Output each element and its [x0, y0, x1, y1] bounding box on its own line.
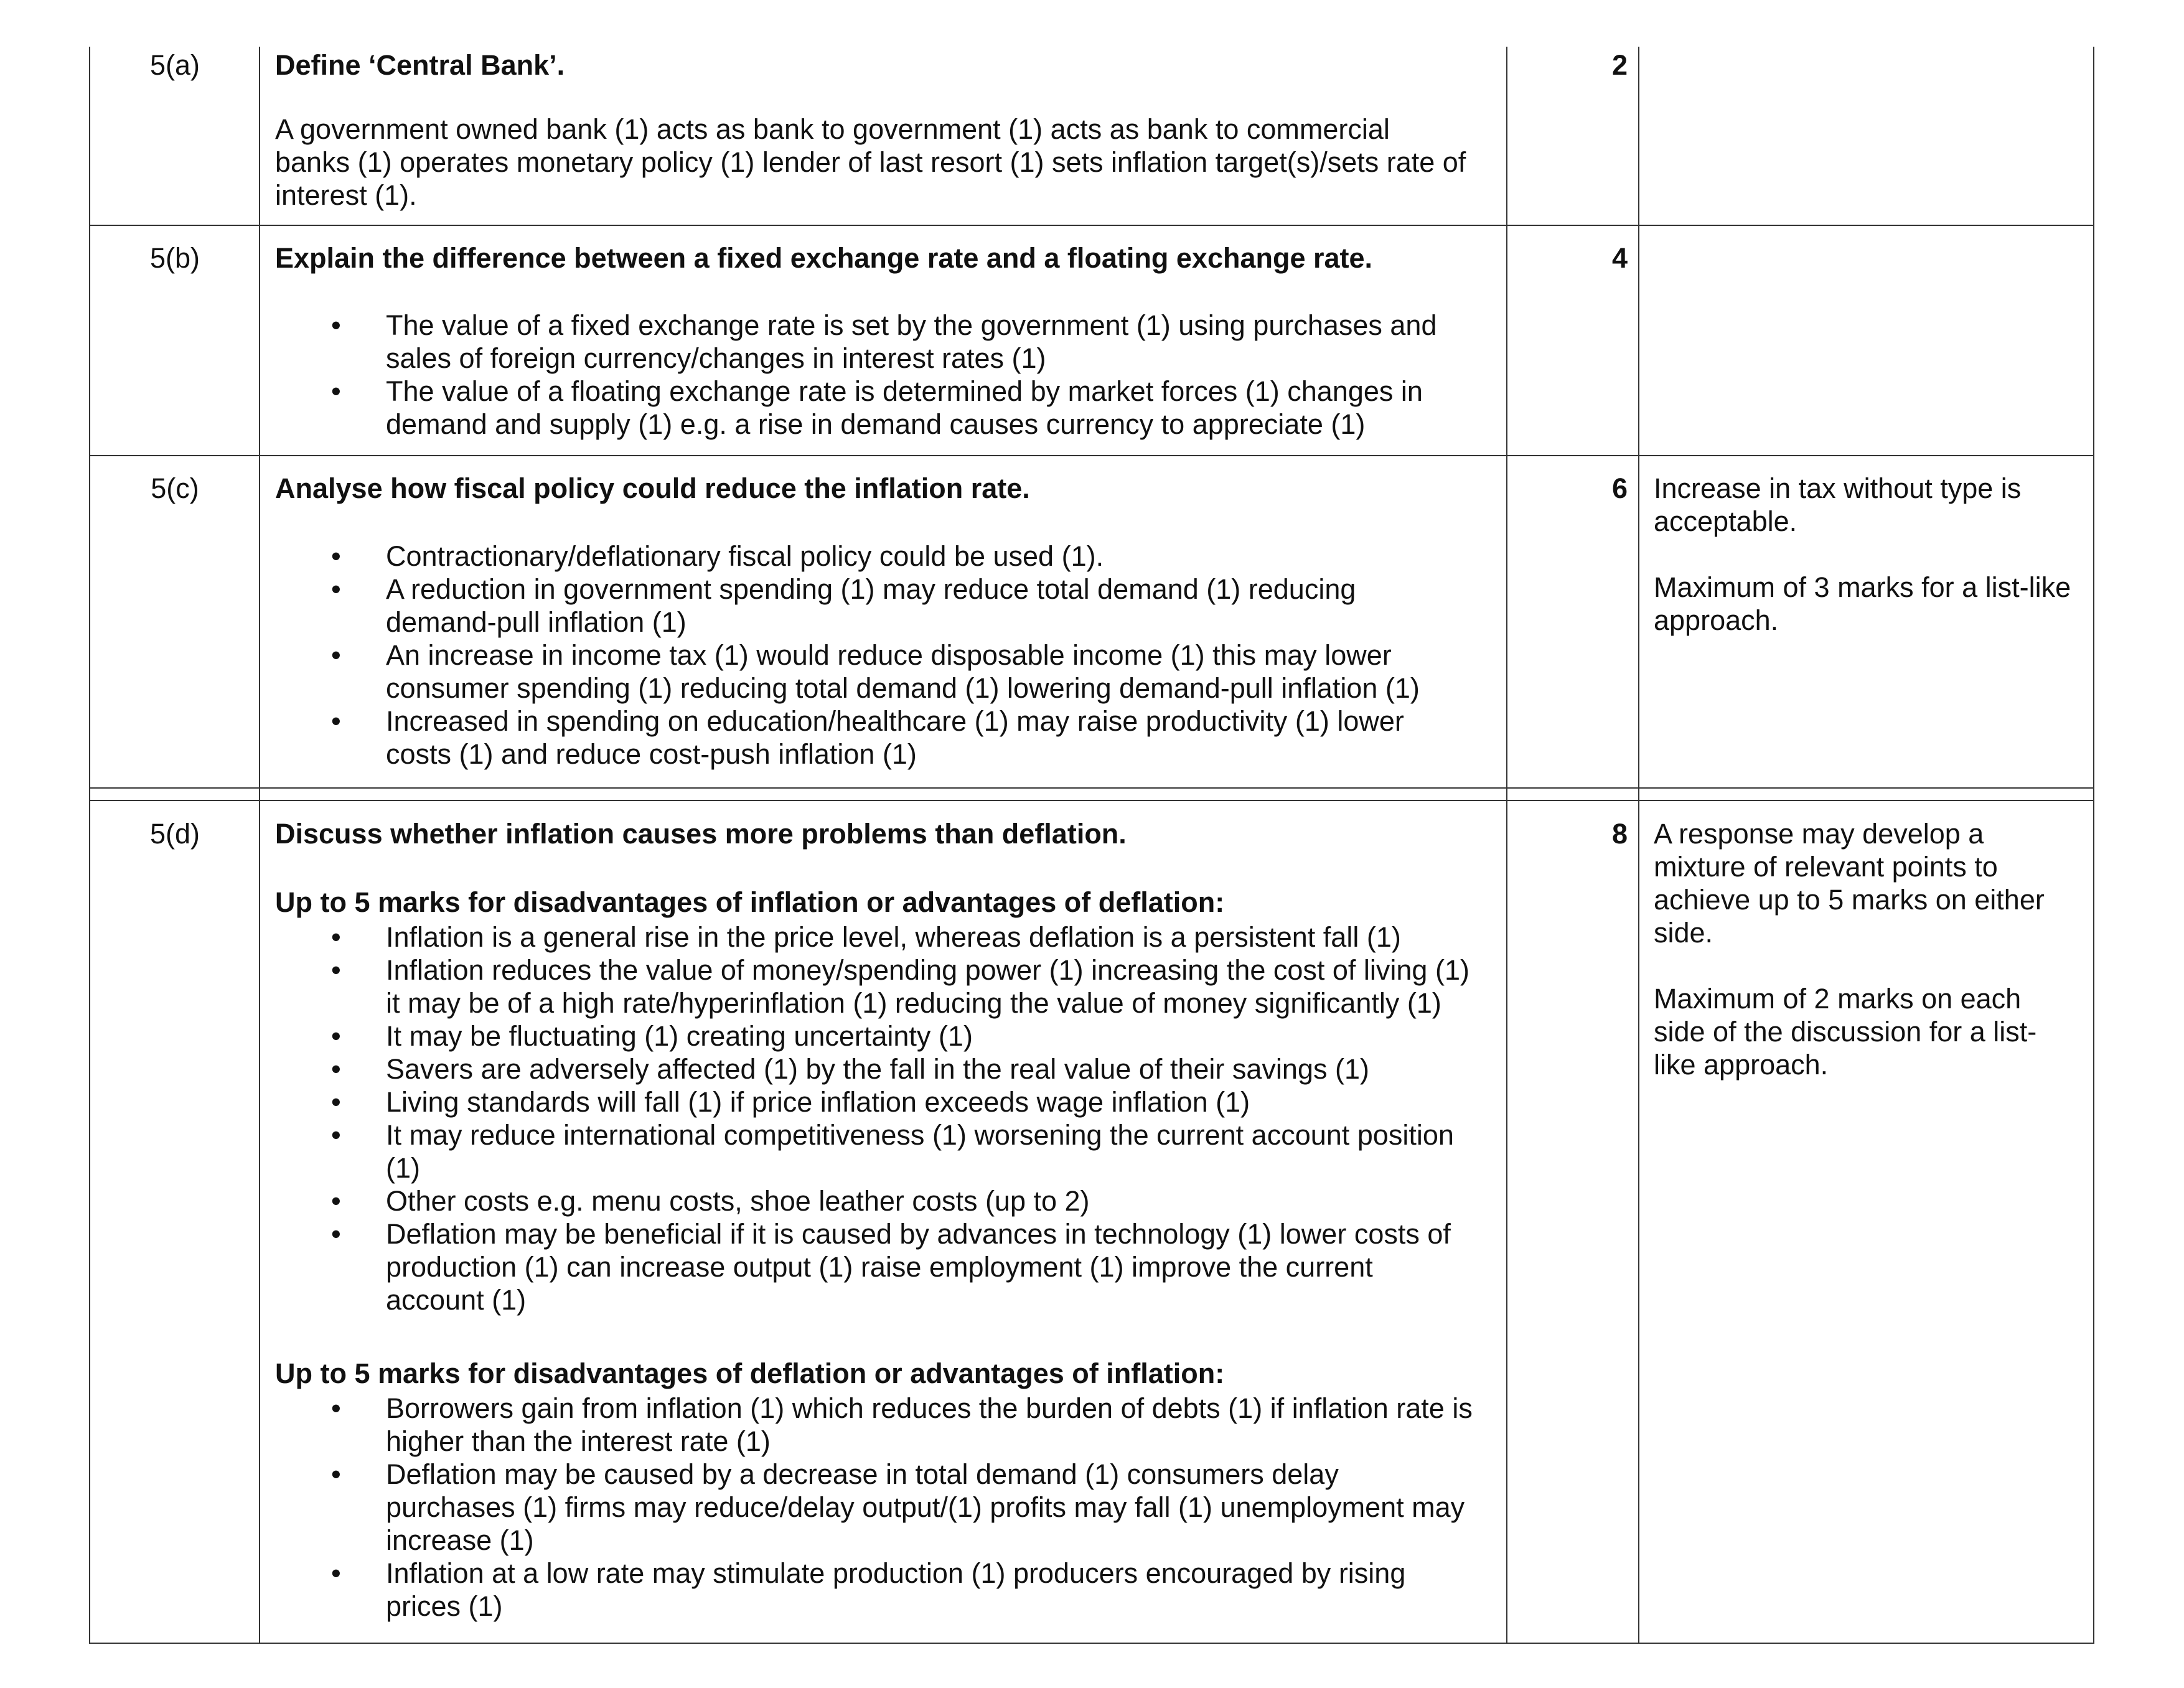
column-divider-marks [1506, 47, 1507, 1644]
question-number: 5(a) [149, 49, 200, 81]
answer-bullet: • Savers are adversely affected (1) by the fall in the real value of their savings (1) [275, 1053, 1469, 1085]
section-subheading: Up to 5 marks for disadvantages of inflation or advantages of deflation: [275, 886, 1225, 918]
section-subheading: Up to 5 marks for disadvantages of deflation or advantages of inflation: [275, 1357, 1225, 1389]
answer-bullet: • A reduction in government spending (1) may reduce total demand (1) reducing demand-pull inflation (1) [275, 573, 1420, 639]
table-border-bottom [89, 1643, 2094, 1644]
question-number: 5(b) [149, 242, 200, 274]
answer-bullet: • Contractionary/deflationary fiscal policy could be used (1). [275, 540, 1420, 573]
answer-bullet: • Living standards will fall (1) if price inflation exceeds wage inflation (1) [275, 1085, 1469, 1118]
answer-bullet-list [275, 309, 1437, 441]
marks-value: 6 [1611, 472, 1628, 504]
answer-bullet: • Deflation may be caused by a decrease in total demand (1) consumers delay purchases (1) firms may reduce/delay output/(1) profits may fall (1) unemployment may increase (1) [275, 1458, 1473, 1557]
answer-text: interest (1). [275, 179, 417, 211]
question-text: Explain the difference between a fixed exchange rate and a floating exchange rate. [275, 242, 1373, 274]
answer-bullet-list [275, 921, 1469, 1316]
table-border-left [89, 47, 90, 1644]
answer-bullet: • The value of a fixed exchange rate is set by the government (1) using purchases and sales of foreign currency/changes in interest rates (1) [275, 309, 1437, 375]
column-divider-question [259, 47, 260, 1644]
guidance-text: Increase in tax without type is acceptable. Maximum of 3 marks for a list-like approach. [1654, 472, 2071, 636]
answer-bullet: • Inflation reduces the value of money/spending power (1) increasing the cost of living (1) it may be of a high rate/hyperinflation (1) reducing the value of money significantly (1) [275, 954, 1469, 1020]
marks-value: 8 [1611, 818, 1628, 850]
answer-bullet-list [275, 1392, 1473, 1623]
page-break-line [89, 800, 2094, 801]
answer-bullet: • Increased in spending on education/healthcare (1) may raise productivity (1) lower costs (1) and reduce cost-push inflation (1) [275, 705, 1420, 771]
question-number: 5(d) [149, 818, 200, 850]
marks-value: 4 [1611, 242, 1628, 274]
answer-bullet-list [275, 540, 1420, 771]
answer-bullet: • Inflation is a general rise in the price level, whereas deflation is a persistent fall (1) [275, 921, 1469, 954]
question-text: Discuss whether inflation causes more problems than deflation. [275, 818, 1127, 850]
question-number: 5(c) [151, 472, 199, 504]
column-divider-guidance [1638, 47, 1639, 1644]
answer-text: banks (1) operates monetary policy (1) lender of last resort (1) sets inflation target(s)/sets rate of [275, 146, 1466, 178]
answer-bullet: • Other costs e.g. menu costs, shoe leather costs (up to 2) [275, 1184, 1469, 1217]
answer-bullet: • It may be fluctuating (1) creating uncertainty (1) [275, 1020, 1469, 1053]
answer-text: A government owned bank (1) acts as bank to government (1) acts as bank to commercial [275, 113, 1390, 145]
table-border-right [2093, 47, 2094, 1644]
marks-value: 2 [1611, 49, 1628, 81]
answer-bullet: • Borrowers gain from inflation (1) which reduces the burden of debts (1) if inflation rate is higher than the interest rate (1) [275, 1392, 1473, 1458]
answer-bullet: • It may reduce international competitiveness (1) worsening the current account position (1) [275, 1118, 1469, 1184]
page-break-line [89, 787, 2094, 789]
answer-bullet: • An increase in income tax (1) would reduce disposable income (1) this may lower consumer spending (1) reducing total demand (1) lowering demand-pull inflation (1) [275, 639, 1420, 705]
question-text: Analyse how fiscal policy could reduce the inflation rate. [275, 472, 1030, 504]
guidance-text: A response may develop a mixture of relevant points to achieve up to 5 marks on either side. Maximum of 2 marks on each side of the discussion for a list- like approach. [1654, 818, 2045, 1081]
answer-bullet: • The value of a floating exchange rate is determined by market forces (1) changes in demand and supply (1) e.g. a rise in demand causes currency to appreciate (1) [275, 375, 1437, 441]
answer-bullet: • Deflation may be beneficial if it is caused by advances in technology (1) lower costs of production (1) can increase output (1) raise employment (1) improve the current account (1) [275, 1217, 1469, 1316]
question-text: Define ‘Central Bank’. [275, 49, 565, 81]
row-divider [89, 225, 2094, 226]
row-divider [89, 455, 2094, 456]
answer-bullet: • Inflation at a low rate may stimulate production (1) producers encouraged by rising prices (1) [275, 1557, 1473, 1623]
